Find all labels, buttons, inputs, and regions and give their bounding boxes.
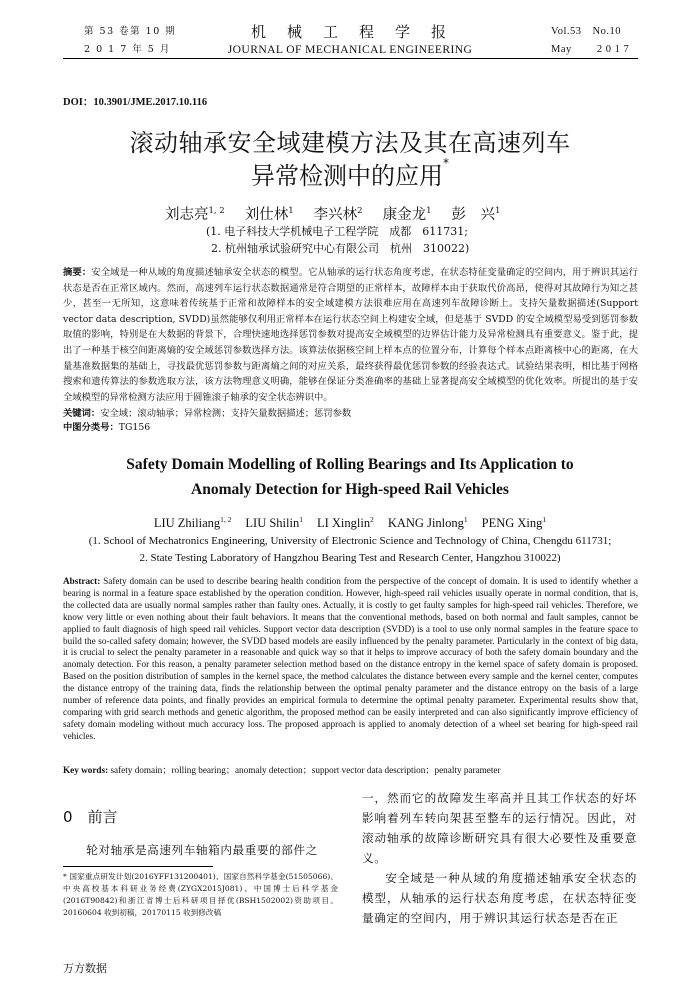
abstract-en	[63, 576, 638, 743]
affiliation-en-1: (1. School of Mechatronics Engineering, University of Electronic Science and Technology of China, Chengdu 611731;	[88, 535, 612, 547]
abstract-zh	[63, 265, 638, 405]
authors-zh	[165, 203, 500, 224]
author-zh: 刘志亮	[165, 207, 209, 223]
author-en: KANG Jinlong	[387, 516, 464, 531]
title-zh-line1: 滚动轴承安全域建模方法及其在高速列车	[129, 129, 571, 157]
abstract-en-label: Abstract:	[63, 576, 101, 586]
author-zh: 彭 兴	[451, 207, 495, 223]
keywords-en-label: Key words:	[63, 765, 109, 775]
right-paragraph-2: 安全域是一种从域的角度描述轴承安全状态的模型，从轴承的运行状态角度考虑，在状态特征变量确定的空间内，用于辨识其运行状态是否在正	[362, 871, 637, 925]
watermark: 万方数据	[63, 962, 107, 975]
title-en-line1: Safety Domain Modelling of Rolling Bearings and Its Application to	[126, 456, 574, 473]
header-rule	[63, 58, 638, 59]
header-date-en: May 2 0 1 7	[551, 44, 630, 55]
author-en-affil: 1	[542, 515, 547, 524]
clc-value: TG156	[118, 422, 151, 433]
author-zh-affil: 1	[495, 206, 501, 217]
clc-number	[63, 420, 638, 436]
author-zh: 刘仕林	[244, 207, 289, 223]
author-zh-affil: 1, 2	[208, 206, 225, 217]
title-en-line2: Anomaly Detection for High-speed Rail Vehicles	[191, 481, 509, 498]
keywords-en-text: safety domain；rolling bearing；anomaly detection；support vector data description；penalty parameter	[110, 765, 501, 775]
header-journal-zh: 机 械 工 程 学 报	[250, 23, 449, 41]
title-zh-line2-text: 异常检测中的应用	[251, 162, 443, 190]
authors-en	[0, 515, 700, 531]
section-heading: 0 前言	[63, 808, 118, 826]
author-en: LIU Shilin	[245, 516, 300, 531]
author-zh-affil: 1	[426, 206, 432, 217]
right-paragraph-1: 一，然而它的故障发生率高并且其工作状态的好坏影响着列车转向架甚至整车的运行情况。因此，对滚动轴承的故障诊断研究具有很大必要性及重要意义。	[362, 791, 637, 865]
author-zh: 康金龙	[382, 207, 427, 223]
author-zh-affil: 2	[357, 206, 363, 217]
left-paragraph: 轮对轴承是高速列车轴箱内最重要的部件之	[86, 843, 318, 857]
header-vol-no-en: Vol.53 No.10	[551, 26, 621, 37]
affiliation-zh-2: 2. 杭州轴承试验研究中心有限公司 杭州 310022)	[211, 242, 470, 255]
abstract-zh-text: 安全域是一种从域的角度描述轴承安全状态的模型。它从轴承的运行状态角度考虑，在状态特征变量确定的空间内，用于辨识其运行状态是否在正常区域内。然而，高速列车运行状态数据通常是符合期望的正常样本，故障样本由于获取代价高昂，使得对其故障行为知之甚少，甚至一无所知，这意味着传统基于正常和故障样本的安全域建模方法很难应用在高速列车故障诊断上。支持矢量数据描述(Support vector data description, SVDD)虽然能够仅利用正常样本在运行状态空间上构建安全域，但是基于 SVDD 的安全域模型易受到惩罚参数取值的影响，特别是在大数据的背景下，合理快速地选择惩罚参数对提高安全域模型的边界估计能力及异常检测具有重要意义。鉴于此，提出了一种基于核空间距离熵的安全域惩罚参数选择方法。该算法依据核空间上样本点的位置分布，计算每个样本点距离核中心的距离，在大量基准数据集的基础上，寻找最优惩罚参数与距离熵之间的对应关系，最终获得最优惩罚参数的经验表达式。试验结果表明，相比基于网格搜索和遗传算法的参数选取方法，该方法物理意义明确，能够在保证分类准确率的基础上显著提高安全域模型的优化效率。所提出的基于安全域模型的异常检测方法应用于圆锥滚子轴承的安全状态辨识中。	[63, 267, 638, 403]
keywords-zh-label: 关键词：	[63, 408, 101, 419]
author-en: LI Xinglin	[316, 516, 371, 531]
author-zh-affil: 1	[288, 206, 294, 217]
title-footnote-mark: *	[443, 156, 449, 170]
abstract-zh-label: 摘要：	[63, 267, 92, 278]
author-en-affil: 2	[370, 515, 374, 524]
author-en: LIU Zhiliang	[153, 516, 221, 531]
author-en: PENG Xing	[481, 516, 543, 531]
header-volume-zh: 第 53 卷第 10 期	[84, 26, 177, 37]
affiliation-zh-1: (1. 电子科技大学机械电子工程学院 成都 611731;	[206, 225, 468, 238]
author-en-affil: 1	[299, 515, 303, 524]
clc-label: 中图分类号：	[63, 422, 119, 433]
doi: DOI：10.3901/JME.2017.10.116	[63, 97, 208, 108]
header-journal-en: JOURNAL OF MECHANICAL ENGINEERING	[227, 43, 473, 56]
title-zh-line2	[0, 156, 700, 191]
footnote: * 国家重点研发计划(2016YFF131200401)、国家自然科学基金(51505066)、中央高校基本科研业务经费(ZYGX2015J081)、中国博士后科学基金(2016T90842)和浙江省博士后科研项目择优(BSH1502002)资助项目。20160604 收到初稿，20170115 收到修改稿	[63, 872, 338, 917]
header-date-zh: 2 0 1 7 年 5 月	[84, 44, 171, 55]
affiliation-en-2: 2. State Testing Laboratory of Hangzhou Bearing Test and Research Center, Hangzhou 310022)	[139, 552, 561, 564]
keywords-en	[63, 765, 638, 777]
keywords-zh-text: 安全域；滚动轴承；异常检测；支持矢量数据描述；惩罚参数	[100, 408, 352, 419]
author-zh: 李兴林	[313, 207, 358, 223]
author-en-affil: 1	[463, 515, 468, 524]
author-en-affil: 1, 2	[220, 515, 232, 524]
footnote-rule	[63, 866, 213, 867]
abstract-en-text: Safety domain can be used to describe bearing health condition from the perspective of the concept of domain. It is used to identify whether a bearing is normal in a feature space established by the operation condition. However, high-speed rail vehicles usually operate in normal condition, that is, the collected data are usually normal samples rather than faulty ones. Actually, it is costly to get faulty samples for high-speed rail vehicles. Therefore, we know very little or even nothing about their fault behaviors. It means that the conventional methods, based on both normal and fault samples, cannot be applied to fault diagnosis of high speed rail vehicles. Support vector data description (SVDD) is a tool to use only normal samples in the feature space to build the so-called safety domain; however, the SVDD based models are easily influenced by the penalty parameter. Particularly in the context of big data, it is crucial to select the penalty parameter in a reasonable and quick way so that it helps to improve accuracy of both the safety domain boundary and the anomaly detection. For this reason, a penalty parameter selection method based on the distance entropy in the kernel space of safety domain is proposed. Based on the position distribution of samples in the kernel space, the method calculates the distance between every sample and the kernel center, computes the distance entropy of the training data, finds the relationship between the optimal penalty parameter and the distance entropy on the basis of a large number of reference data points, and finally provides an empirical formula to determine the optimal penalty parameter. Experimental results show that, comparing with grid search methods and genetic algorithm, the proposed method can be easily interpreted and can also significantly improve efficiency of safety domain modeling without much accuracy loss. The proposed approach is applied to anomaly detection of a wheel set bearing for high-speed rail vehicles.	[63, 576, 638, 741]
